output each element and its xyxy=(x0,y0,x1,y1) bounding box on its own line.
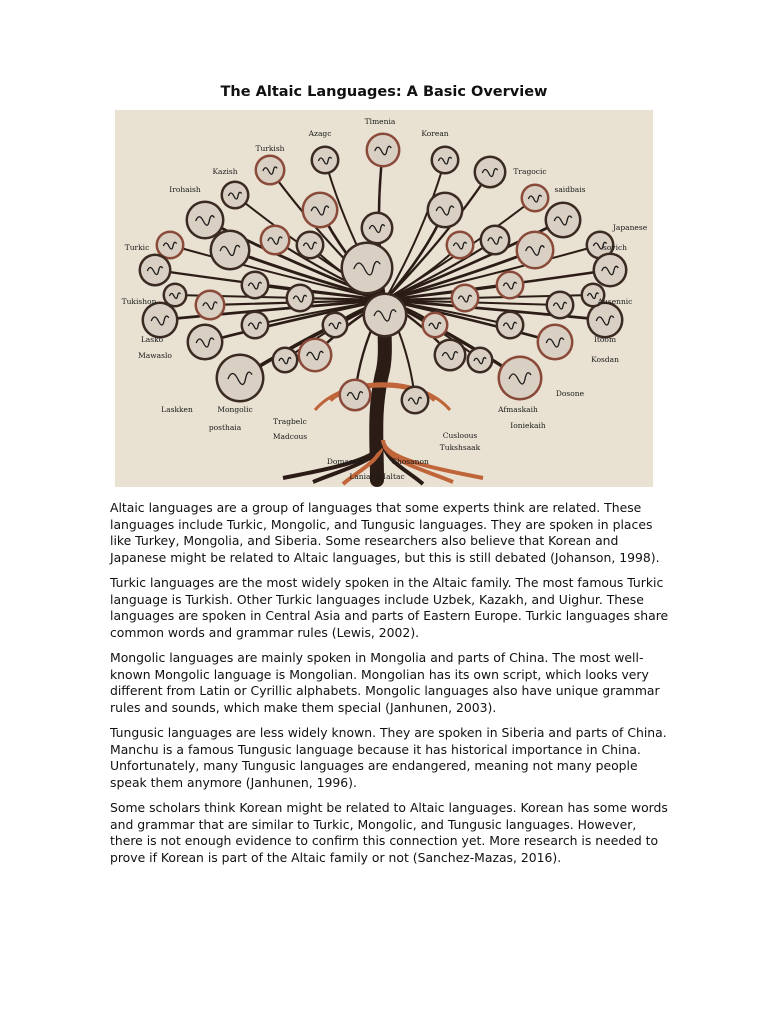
tree-label-l4: Turkic xyxy=(124,243,150,252)
tree-label-r10: Ioniekaih xyxy=(510,421,546,430)
tree-label-b1: Domaaun xyxy=(326,457,364,466)
tree-label-r2: saidbais xyxy=(554,185,586,194)
tree-label-r1: Tragocic xyxy=(513,167,547,176)
tree-label-l5: Tukishon xyxy=(121,297,157,306)
tree-label-top_left: Azagc xyxy=(308,129,332,138)
tree-label-l3: Irohaish xyxy=(169,185,201,194)
tree-label-l12: Madcous xyxy=(272,432,308,441)
tree-label-r12: Tukshsaak xyxy=(439,443,481,452)
tree-label-r8: Afmaskaih xyxy=(498,405,538,414)
tree-label-r3: Japanese xyxy=(612,223,648,232)
tree-label-r7: Kosdan xyxy=(591,355,619,364)
tree-label-l9: Mongolic xyxy=(217,405,253,414)
paragraph-intro: Altaic languages are a group of languages that some experts think are related. These languages include Turkic, Mongolic, and Tungusic languages. They are spoken in places like Turkey, Mongolia, and Siberia. Some researchers also believe that Korean and Japanese might be related to Altaic languages, but this is still debated (Johanson, 1998). xyxy=(110,500,660,565)
tree-label-l2: Kazish xyxy=(212,167,238,176)
tree-label-l11: Tragbelc xyxy=(273,417,307,426)
language-tree-illustration xyxy=(115,110,653,487)
tree-label-b3: Laniaith Ialtac xyxy=(349,472,405,481)
language-tree-graphic xyxy=(115,110,653,487)
tree-label-l1: Turkish xyxy=(255,144,285,153)
tree-label-l7: Mawaslo xyxy=(138,351,172,360)
tree-label-r4: soyich xyxy=(602,243,628,252)
tree-label-l8: Laskken xyxy=(161,405,193,414)
article-body xyxy=(110,500,670,875)
tree-label-r6: Itoom xyxy=(593,335,617,344)
tree-label-b2: Chosanon xyxy=(391,457,429,466)
tree-label-top_right: Korean xyxy=(421,129,449,138)
paragraph-korean: Some scholars think Korean might be related to Altaic languages. Korean has some words and grammar that are similar to Turkic, Mongolic, and Tungusic languages. However, there is not enough evidence to confirm this connection yet. More research is needed to prove if Korean is part of the Altaic family or not (Sanchez-Mazas, 2016). xyxy=(110,800,668,865)
paragraph-turkic: Turkic languages are the most widely spoken in the Altaic family. The most famous Turkic language is Turkish. Other Turkic languages include Uzbek, Kazakh, and Uighur. These languages are spoken in Central Asia and parts of Eastern Europe. Turkic languages share common words and grammar rules (Lewis, 2002). xyxy=(110,575,669,640)
tree-label-l6: Lasko xyxy=(140,335,164,344)
tree-label-top: Tlmenia xyxy=(364,117,396,126)
tree-label-r5: Ausennic xyxy=(597,297,633,306)
document-title: The Altaic Languages: A Basic Overview xyxy=(220,84,548,100)
paragraph-mongolic: Mongolic languages are mainly spoken in Mongolia and parts of China. The most well-known Mongolic language is Mongolian. Mongolian has its own script, which looks very different from Latin or Cyrillic alphabets. Mongolic languages also have unique grammar rules and sounds, which make them special (Janhunen, 2003). xyxy=(110,650,660,715)
tree-label-r11: Cusloous xyxy=(442,431,478,440)
tree-label-r9: Dosone xyxy=(555,389,585,398)
paragraph-tungusic: Tungusic languages are less widely known. They are spoken in Siberia and parts of China. Manchu is a famous Tungusic language because it has historical importance in China. Unfortunately, many Tungusic languages are endangered, meaning not many people speak them anymore (Janhunen, 1996). xyxy=(110,725,667,790)
tree-label-l10: posthaia xyxy=(208,423,242,432)
